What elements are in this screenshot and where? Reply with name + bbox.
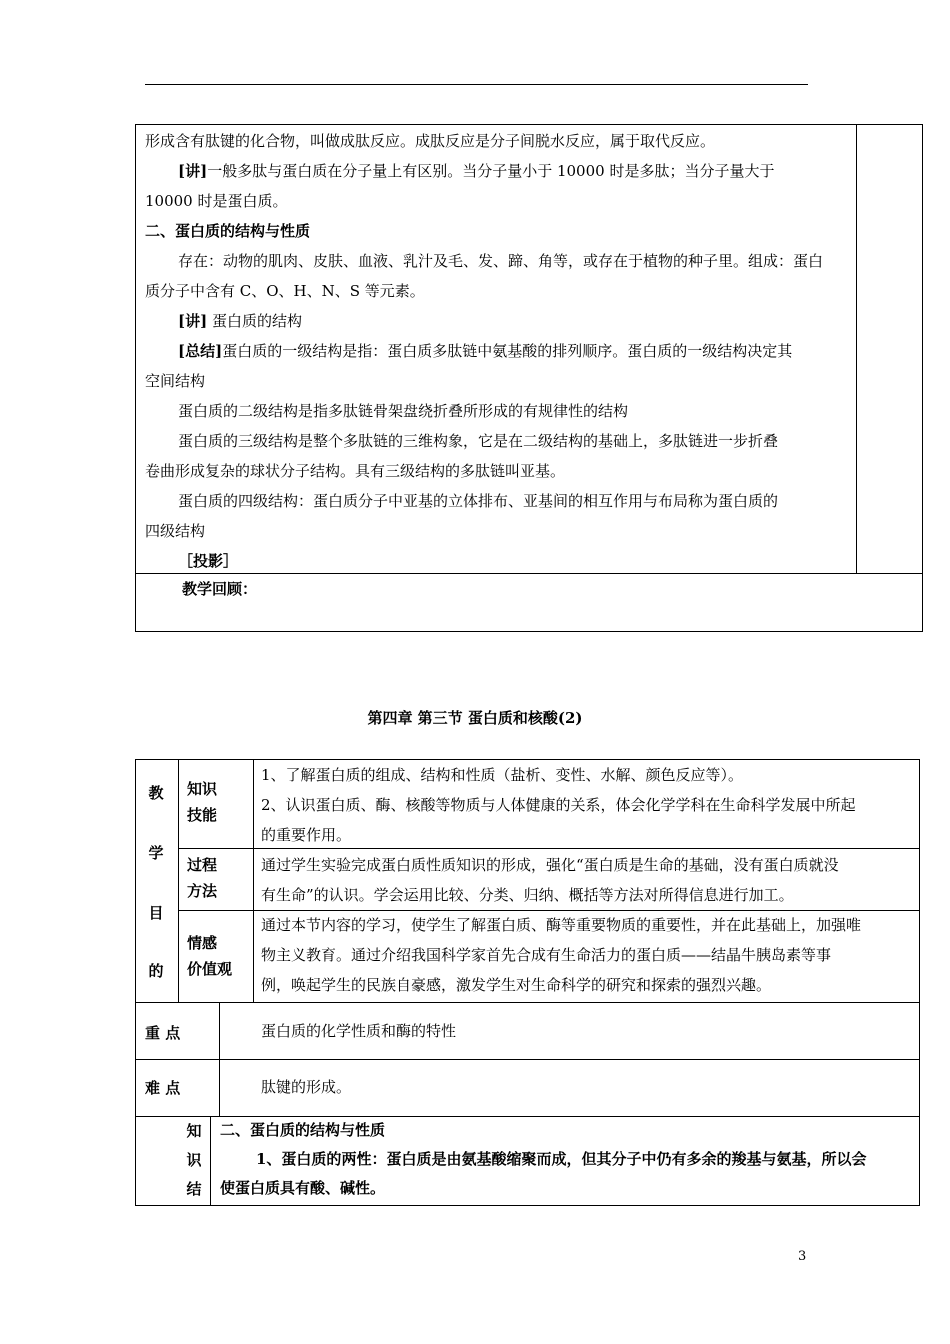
lesson-content [145,126,851,576]
text-line: 形成含有肽键的化合物，叫做成肽反应。成肽反应是分子间脱水反应，属于取代反应。 [145,132,716,150]
tag-zongjie: [总结] [178,342,223,360]
text-line: [讲]一般多肽与蛋白质在分子量上有区别。当分子量小于 10000 时是多肽；当分子量大于 [178,162,775,180]
text-line: 存在：动物的肌肉、皮肤、血液、乳汁及毛、发、蹄、角等，或存在于植物的种子里。组成：蛋白 [178,252,824,270]
objectives-label-char: 的 [148,962,164,980]
key-point-value: 蛋白质的化学性质和酶的特性 [261,1022,457,1040]
tag-jiang: [讲] [178,312,208,330]
review-label: 教学回顾： [182,580,258,598]
text-line: [讲] 蛋白质的结构 [178,312,302,330]
knowledge-content: 二、蛋白质的结构与性质 1、蛋白质的两性：蛋白质是由氨基酸缩聚而成，但其分子中仍有多余的羧基与氨基，所以会 使蛋白质具有酸、碱性。 [220,1121,867,1197]
text-line: 空间结构 [145,372,206,390]
tag-jiang: [讲] [178,162,208,180]
objective-row-label: 过程 方法 [187,856,218,900]
key-point-label: 重 点 [145,1024,181,1042]
table-column-divider [210,1116,211,1205]
lesson-plan-table [135,759,920,1206]
text-line: [总结]蛋白质的一级结构是指：蛋白质多肽链中氨基酸的排列顺序。蛋白质的一级结构决定其 [178,342,793,360]
text-line: 10000 时是蛋白质。 [145,192,288,210]
header-rule [145,84,808,85]
projection-tag: ［投影］ [178,552,239,570]
difficulty-value: 肽键的形成。 [261,1078,352,1096]
text-line: 卷曲形成复杂的球状分子结构。具有三级结构的多肽链叫亚基。 [145,462,566,480]
page-number: 3 [798,1249,807,1264]
difficulty-label: 难 点 [145,1079,181,1097]
text-line: 蛋白质的二级结构是指多肽链骨架盘绕折叠所形成的有规律性的结构 [178,402,629,420]
objectives-label-char: 学 [148,844,164,862]
objective-row-content: 1、了解蛋白质的组成、结构和性质（盐析、变性、水解、颜色反应等）。 2、认识蛋白质、酶、核酸等物质与人体健康的关系，体会化学学科在生命科学发展中所起 的重要作用。 [261,766,856,844]
text-line: 蛋白质的三级结构是整个多肽链的三维构象，它是在二级结构的基础上，多肽链进一步折叠 [178,432,779,450]
section-title: 第四章 第三节 蛋白质和核酸(2) [367,709,583,727]
objective-row-content: 通过学生实验完成蛋白质性质知识的形成，强化“蛋白质是生命的基础，没有蛋白质就没 有生命”的认识。学会运用比较、分类、归纳、概括等方法对所得信息进行加工。 [261,856,839,904]
objective-row-content: 通过本节内容的学习，使学生了解蛋白质、酶等重要物质的重要性，并在此基础上，加强唯 物主义教育。通过介绍我国科学家首先合成有生命活力的蛋白质——结晶牛胰岛素等事 例，唤起学生的民族自豪感，激发学生对生命科学的研究和探索的强烈兴趣。 [261,916,862,994]
table-column-divider [856,125,857,573]
text-line: 蛋白质的四级结构：蛋白质分子中亚基的立体排布、亚基间的相互作用与布局称为蛋白质的 [178,492,779,510]
objectives-label-char: 目 [148,904,164,922]
text-line: 质分子中含有 C、O、H、N、S 等元素。 [145,282,425,300]
objectives-label-char: 教 [148,784,164,802]
section-heading: 二、蛋白质的结构与性质 [145,222,311,240]
table-column-divider [253,760,254,1002]
knowledge-label: 知 识 结 [186,1122,202,1198]
objective-row-label: 知识 技能 [187,780,218,824]
text-line: 四级结构 [145,522,206,540]
table-column-divider [178,760,179,1002]
table-row-divider [136,1059,919,1060]
lesson-continuation-table [135,124,923,632]
objective-row-label: 情感 价值观 [187,934,233,978]
table-row-divider [136,1002,919,1003]
